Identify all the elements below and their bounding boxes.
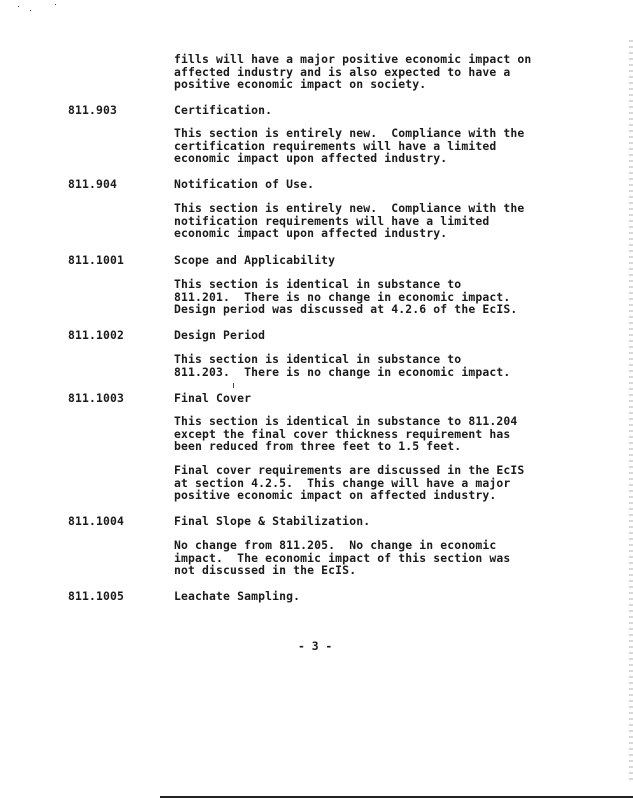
section-number: 811.1002 [68, 328, 125, 342]
scan-bottom-artifact [160, 796, 633, 798]
section-paragraph: This section is identical in substance to 811.204 except the final cover thickness requirement has been reduced from three feet to 1.5 feet. [174, 414, 518, 453]
section-heading: Certification. [174, 103, 273, 117]
section-paragraph: This section is entirely new. Compliance with the notification requirements will have a limited economic impact upon affected industry. [174, 201, 525, 240]
scan-edge-artifact [629, 40, 633, 780]
section-heading: Final Cover [174, 391, 252, 405]
section-heading: Leachate Sampling. [174, 589, 301, 603]
section-heading: Scope and Applicability [174, 253, 336, 267]
scan-speck [55, 4, 56, 5]
section-number: 811.904 [68, 177, 118, 191]
section-number: 811.1004 [68, 514, 125, 528]
section-heading: Notification of Use. [174, 177, 315, 191]
scan-speck [30, 10, 31, 11]
section-number: 811.903 [68, 103, 118, 117]
intro-paragraph: fills will have a major positive economic impact on affected industry and is also expected to have a positive economic impact on society. [174, 52, 532, 91]
scan-speck [18, 6, 19, 7]
section-number: 811.1003 [68, 391, 125, 405]
scan-speck [233, 383, 234, 388]
section-paragraph: This section is identical in substance to 811.203. There is no change in economic impact. [174, 352, 511, 379]
section-paragraph: This section is entirely new. Compliance with the certification requirements will have a limited economic impact upon affected industry. [174, 126, 525, 165]
section-number: 811.1001 [68, 253, 125, 267]
section-heading: Final Slope & Stabilization. [174, 514, 371, 528]
section-paragraph: Final cover requirements are discussed in the EcIS at section 4.2.5. This change will have a major positive economic impact on affected industry. [174, 463, 525, 502]
section-heading: Design Period [174, 328, 266, 342]
section-number: 811.1005 [68, 589, 125, 603]
section-paragraph: This section is identical in substance to 811.201. There is no change in economic impact. Design period was discussed at 4.2.6 of the EcIS. [174, 277, 518, 316]
page-number: - 3 - [298, 639, 333, 653]
section-paragraph: No change from 811.205. No change in economic impact. The economic impact of this section was not discussed in the EcIS. [174, 538, 511, 577]
